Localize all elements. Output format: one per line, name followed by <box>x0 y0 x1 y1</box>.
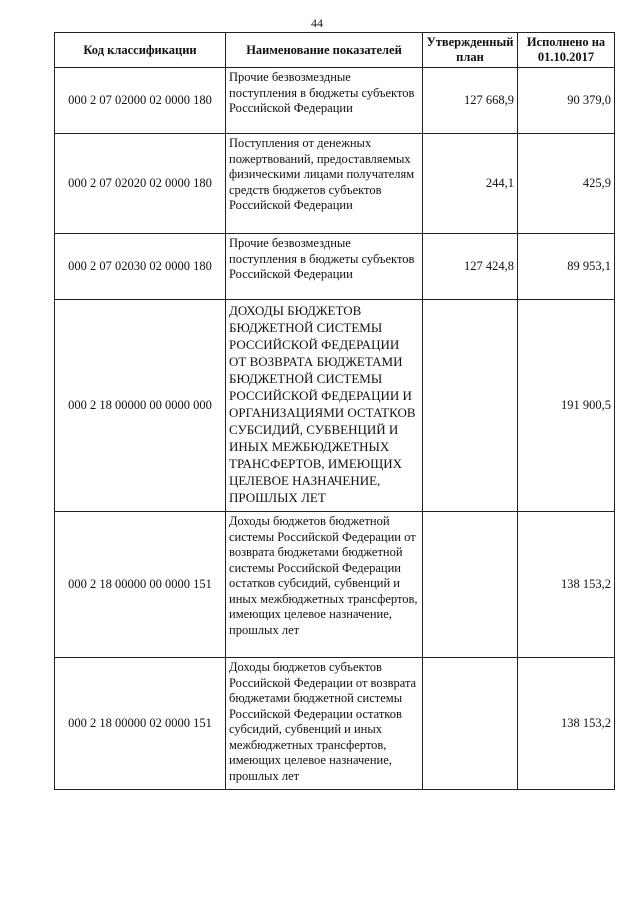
row-name: ДОХОДЫ БЮДЖЕТОВ БЮДЖЕТНОЙ СИСТЕМЫ РОССИЙСКОЙ ФЕДЕРАЦИИ ОТ ВОЗВРАТА БЮДЖЕТАМИ БЮДЖЕТНОЙ СИСТЕМЫ РОССИЙСКОЙ ФЕДЕРАЦИИ И ОРГАНИЗАЦИЯМИ ОСТАТКОВ СУБСИДИЙ, СУБВЕНЦИЙ И ИНЫХ МЕЖБЮДЖЕТНЫХ ТРАНСФЕРТОВ, ИМЕЮЩИХ ЦЕЛЕВОЕ НАЗНАЧЕНИЕ, ПРОШЛЫХ ЛЕТ <box>226 300 423 512</box>
row-plan <box>423 300 518 512</box>
row-plan <box>423 512 518 658</box>
row-code: 000 2 07 02020 02 0000 180 <box>55 134 226 234</box>
header-name: Наименование показателей <box>226 33 423 68</box>
table-row <box>55 134 615 234</box>
row-executed: 90 379,0 <box>518 68 615 134</box>
table-row <box>55 68 615 134</box>
row-code: 000 2 18 00000 00 0000 000 <box>55 300 226 512</box>
table-row <box>55 300 615 512</box>
row-executed: 138 153,2 <box>518 512 615 658</box>
budget-table <box>54 32 615 790</box>
row-plan <box>423 658 518 790</box>
header-plan: Утвержденный план <box>423 33 518 68</box>
row-plan: 127 424,8 <box>423 234 518 300</box>
row-name: Доходы бюджетов бюджетной системы Российской Федерации от возврата бюджетами бюджетной системы Российской Федерации остатков субсидий, субвенций и иных межбюджетных трансфертов, имеющих целевое назначение, прошлых лет <box>226 512 423 658</box>
row-executed: 425,9 <box>518 134 615 234</box>
row-executed: 89 953,1 <box>518 234 615 300</box>
table-header-row <box>55 33 615 68</box>
row-name: Прочие безвозмездные поступления в бюджеты субъектов Российской Федерации <box>226 234 423 300</box>
row-code: 000 2 18 00000 02 0000 151 <box>55 658 226 790</box>
row-code: 000 2 07 02030 02 0000 180 <box>55 234 226 300</box>
header-code: Код классификации <box>55 33 226 68</box>
row-code: 000 2 07 02000 02 0000 180 <box>55 68 226 134</box>
table-row <box>55 512 615 658</box>
page-number: 44 <box>311 16 323 30</box>
row-plan: 244,1 <box>423 134 518 234</box>
header-executed: Исполнено на 01.10.2017 <box>518 33 615 68</box>
table-row <box>55 234 615 300</box>
row-name: Прочие безвозмездные поступления в бюджеты субъектов Российской Федерации <box>226 68 423 134</box>
row-executed: 138 153,2 <box>518 658 615 790</box>
row-name: Доходы бюджетов субъектов Российской Федерации от возврата бюджетами бюджетной системы Российской Федерации остатков субсидий, субвенций и иных межбюджетных трансфертов, имеющих целевое назначение, прошлых лет <box>226 658 423 790</box>
row-plan: 127 668,9 <box>423 68 518 134</box>
row-name: Поступления от денежных пожертвований, предоставляемых физическими лицами получателям средств бюджетов субъектов Российской Федерации <box>226 134 423 234</box>
row-code: 000 2 18 00000 00 0000 151 <box>55 512 226 658</box>
row-executed: 191 900,5 <box>518 300 615 512</box>
table-row <box>55 658 615 790</box>
